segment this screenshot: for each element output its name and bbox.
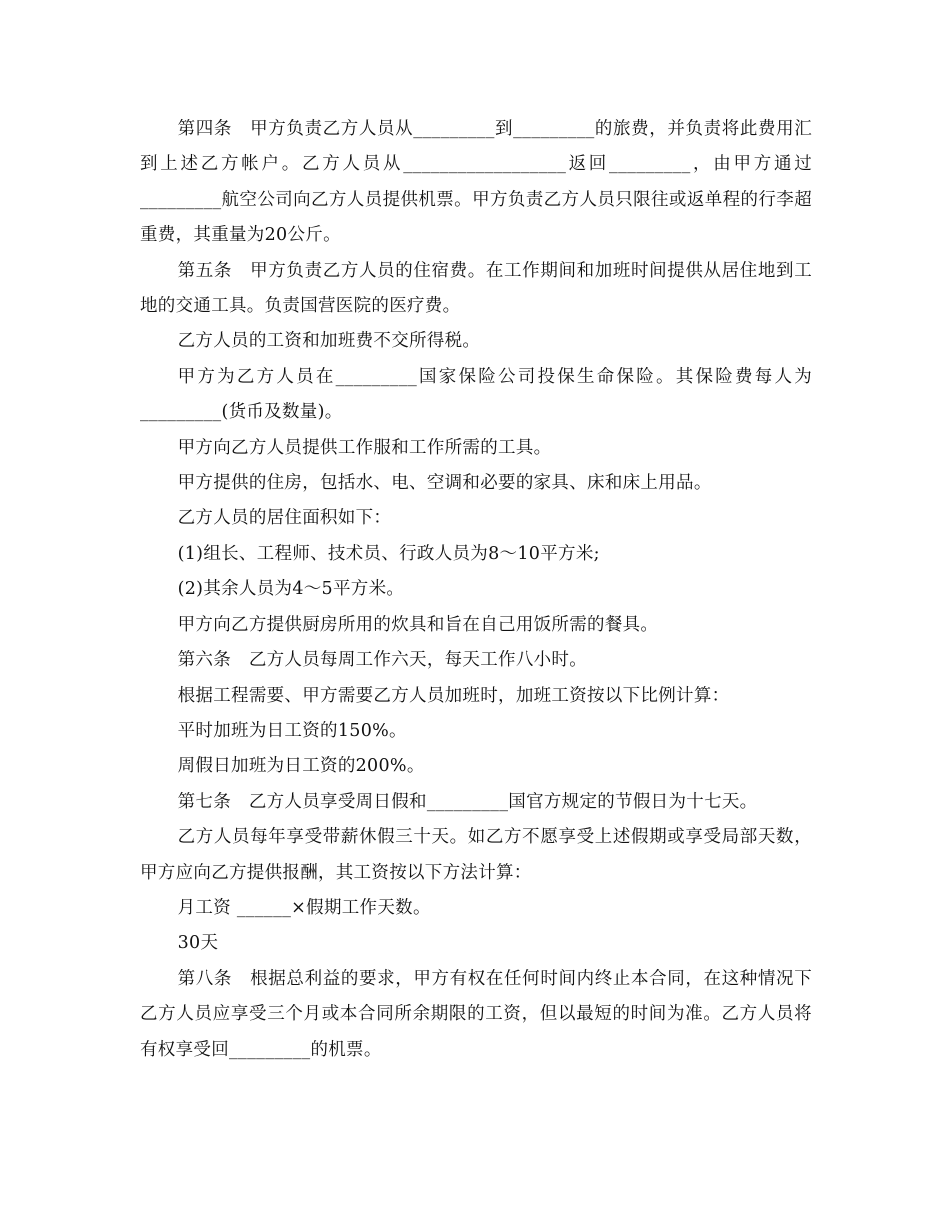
paragraph-article-7: 第七条 乙方人员享受周日假和_________国官方规定的节假日为十七天。 [177,791,758,812]
paragraph-tax-exemption: 乙方人员的工资和加班费不交所得税。 [177,331,481,352]
paragraph-formula-divisor: 30天 [177,933,219,954]
paragraph-overtime-intro: 根据工程需要、甲方需要乙方人员加班时，加班工资按以下比例计算： [177,685,730,706]
paragraph-kitchen: 甲方向乙方提供厨房所用的炊具和旨在自己用饭所需的餐具。 [177,614,659,635]
paragraph-overtime-holiday: 周假日加班为日工资的200%。 [177,756,425,777]
contract-body [140,112,812,1068]
paragraph-living-area-item-1: (1)组长、工程师、技术员、行政人员为8～10平方米; [177,543,600,564]
paragraph-article-8: 第八条 根据总利益的要求，甲方有权在任何时间内终止本合同，在这种情况下乙方人员应享受三个月或本合同所余期限的工资，但以最短的时间为准。乙方人员将有权享受回_________的机票。 [140,968,812,1060]
paragraph-work-clothing: 甲方向乙方人员提供工作服和工作所需的工具。 [177,437,552,458]
paragraph-article-5: 第五条 甲方负责乙方人员的住宿费。在工作期间和加班时间提供从居住地到工地的交通工具。负责国营医院的医疗费。 [140,260,812,317]
paragraph-paid-leave: 乙方人员每年享受带薪休假三十天。如乙方不愿享受上述假期或享受局部天数，甲方应向乙方提供报酬，其工资按以下方法计算： [140,827,812,883]
paragraph-housing: 甲方提供的住房，包括水、电、空调和必要的家具、床和床上用品。 [177,473,712,494]
paragraph-living-area-intro: 乙方人员的居住面积如下： [177,508,392,529]
paragraph-overtime-regular: 平时加班为日工资的150%。 [177,720,407,741]
paragraph-article-4: 第四条 甲方负责乙方人员从_________到_________的旅费，并负责将此费用汇到上述乙方帐户。乙方人员从__________________返回_________，由甲方通过_________航空公司向乙方人员提供机票。甲方负责乙方人员只限往或返单程的行李超重费，其重量为20公斤。 [140,119,812,246]
paragraph-life-insurance: 甲方为乙方人员在_________国家保险公司投保生命保险。其保险费每人为_________(货币及数量)。 [140,366,812,423]
paragraph-leave-formula: 月工资 ______×假期工作天数。 [177,897,431,918]
paragraph-article-6: 第六条 乙方人员每周工作六天，每天工作八小时。 [177,650,588,671]
paragraph-living-area-item-2: (2)其余人员为4～5平方米。 [177,579,405,600]
